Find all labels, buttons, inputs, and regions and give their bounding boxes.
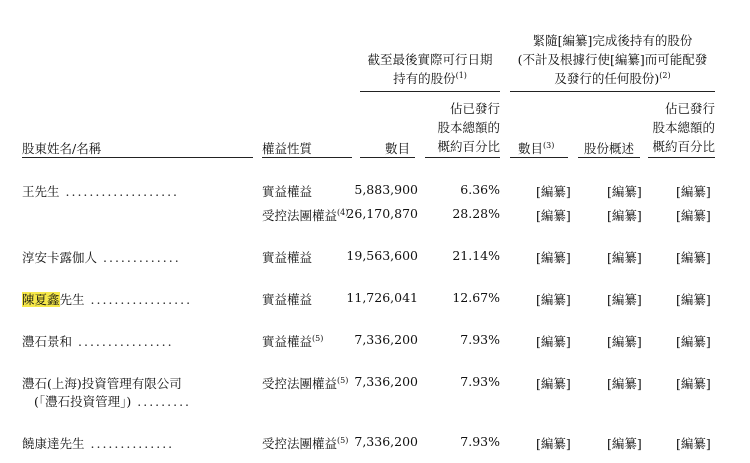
header-group-b: [510, 31, 715, 88]
col-header-pct-a-line2: 股本總額的: [437, 120, 500, 135]
col-header-nature: 權益性質: [262, 141, 313, 156]
header-group-a-note: (1): [455, 70, 467, 80]
row-name: [22, 374, 182, 392]
row-number: 5,883,900: [354, 182, 418, 197]
col-header-pct-a-line1: 佔已發行: [449, 101, 500, 116]
shareholder-name: 淳安卡露伽人: [22, 250, 98, 265]
row-b2: [編纂]: [607, 184, 642, 199]
leader-dots: ..............: [90, 436, 175, 451]
col-header-number-b: [518, 139, 554, 157]
row-nature: 實益權益: [262, 184, 313, 199]
col-header-pct-b-line3: 概約百分比: [652, 139, 715, 154]
col-header-pct-a-rule: [425, 157, 500, 158]
row-pct: 7.93%: [460, 374, 500, 389]
col-header-name: 股東姓名/名稱: [22, 141, 102, 156]
col-header-desc-b-rule: [578, 157, 640, 158]
leader-dots: .................: [90, 292, 193, 307]
row-name: [22, 290, 192, 308]
shareholder-name: 饒康達先生: [22, 436, 85, 451]
nature-label: 受控法團權益: [262, 436, 338, 451]
nature-note: (5): [312, 333, 324, 343]
header-group-a-rule: [360, 91, 500, 92]
leader-dots: ...................: [65, 184, 180, 199]
col-header-pct-a: [425, 99, 500, 156]
header-group-a-line2: 持有的股份: [393, 71, 456, 86]
row-number: 7,336,200: [354, 434, 418, 449]
col-header-desc-b: 股份概述: [583, 141, 634, 156]
col-header-nature-rule: [262, 157, 352, 158]
col-header-number-b-rule: [510, 157, 568, 158]
col-header-pct-b-rule: [648, 157, 715, 158]
leader-dots: ................: [78, 334, 174, 349]
row-b3: [編纂]: [676, 376, 711, 391]
row-b3: [編纂]: [676, 436, 711, 451]
nature-note: (5): [337, 435, 349, 445]
row-b1: [編纂]: [536, 208, 571, 223]
row-nature: [262, 332, 323, 350]
leader-dots: .........: [137, 394, 192, 409]
nature-label: 受控法團權益: [262, 208, 338, 223]
row-b1: [編纂]: [536, 376, 571, 391]
header-group-a: [360, 50, 500, 88]
col-header-number-b-note: (3): [543, 140, 555, 150]
shareholder-name: 灃石(上海)投資管理有限公司: [22, 376, 182, 391]
header-group-b-line1: 緊隨[編纂]完成後持有的股份: [532, 33, 693, 48]
nature-label: 實益權益: [262, 334, 313, 349]
row-b1: [編纂]: [536, 436, 571, 451]
row-b2: [編纂]: [607, 292, 642, 307]
leader-dots: .............: [103, 250, 181, 265]
row-b2: [編纂]: [607, 334, 642, 349]
row-nature: [262, 434, 348, 452]
col-header-pct-a-line3: 概約百分比: [437, 139, 500, 154]
col-header-number-a: 數目: [384, 141, 410, 156]
col-header-pct-b-line2: 股本總額的: [652, 120, 715, 135]
row-b3: [編纂]: [676, 250, 711, 265]
nature-note: (5): [337, 375, 349, 385]
row-number: 26,170,870: [346, 206, 418, 221]
row-name: [22, 434, 174, 452]
row-pct: 12.67%: [452, 290, 500, 305]
row-number: 11,726,041: [346, 290, 418, 305]
shareholder-name: 王先生: [22, 184, 60, 199]
row-pct: 28.28%: [452, 206, 500, 221]
row-b2: [編纂]: [607, 436, 642, 451]
row-number: 19,563,600: [346, 248, 418, 263]
row-b3: [編纂]: [676, 292, 711, 307]
nature-label: 受控法團權益: [262, 376, 338, 391]
row-nature: [262, 206, 348, 224]
col-header-number-b-label: 數目: [518, 141, 544, 156]
row-pct: 6.36%: [460, 182, 500, 197]
header-group-b-line2: (不計及根據行使[編纂]而可能配發: [517, 52, 708, 67]
header-group-a-line1: 截至最後實際可行日期: [367, 52, 493, 67]
row-b1: [編纂]: [536, 334, 571, 349]
shareholder-name-highlight: 陳夏鑫: [22, 292, 60, 307]
nature-note: (4): [337, 207, 349, 217]
row-b2: [編纂]: [607, 250, 642, 265]
header-group-b-note: (2): [659, 70, 671, 80]
row-name: [22, 332, 174, 350]
col-header-pct-b-line1: 佔已發行: [664, 101, 715, 116]
row-b2: [編纂]: [607, 376, 642, 391]
row-pct: 7.93%: [460, 332, 500, 347]
row-pct: 21.14%: [452, 248, 500, 263]
row-nature: [262, 374, 348, 392]
row-number: 7,336,200: [354, 374, 418, 389]
row-b2: [編纂]: [607, 208, 642, 223]
shareholder-name-rest: 先生: [59, 292, 85, 307]
row-b1: [編纂]: [536, 292, 571, 307]
shareholder-name: 灃石景和: [22, 334, 73, 349]
row-b1: [編纂]: [536, 184, 571, 199]
header-group-b-line3: 及發行的任何股份): [554, 71, 660, 86]
row-b1: [編纂]: [536, 250, 571, 265]
row-name-line2: [34, 392, 191, 410]
row-number: 7,336,200: [354, 332, 418, 347]
shareholder-name-alias: (「灃石投資管理」): [34, 394, 132, 409]
col-header-name-rule: [22, 157, 253, 158]
col-header-pct-b: [648, 99, 715, 156]
row-b3: [編纂]: [676, 208, 711, 223]
header-group-b-rule: [510, 91, 715, 92]
col-header-number-a-rule: [360, 157, 415, 158]
row-pct: 7.93%: [460, 434, 500, 449]
row-name: [22, 248, 181, 266]
row-nature: 實益權益: [262, 250, 313, 265]
row-b3: [編纂]: [676, 334, 711, 349]
row-nature: 實益權益: [262, 292, 313, 307]
row-name: [22, 182, 179, 200]
row-b3: [編纂]: [676, 184, 711, 199]
